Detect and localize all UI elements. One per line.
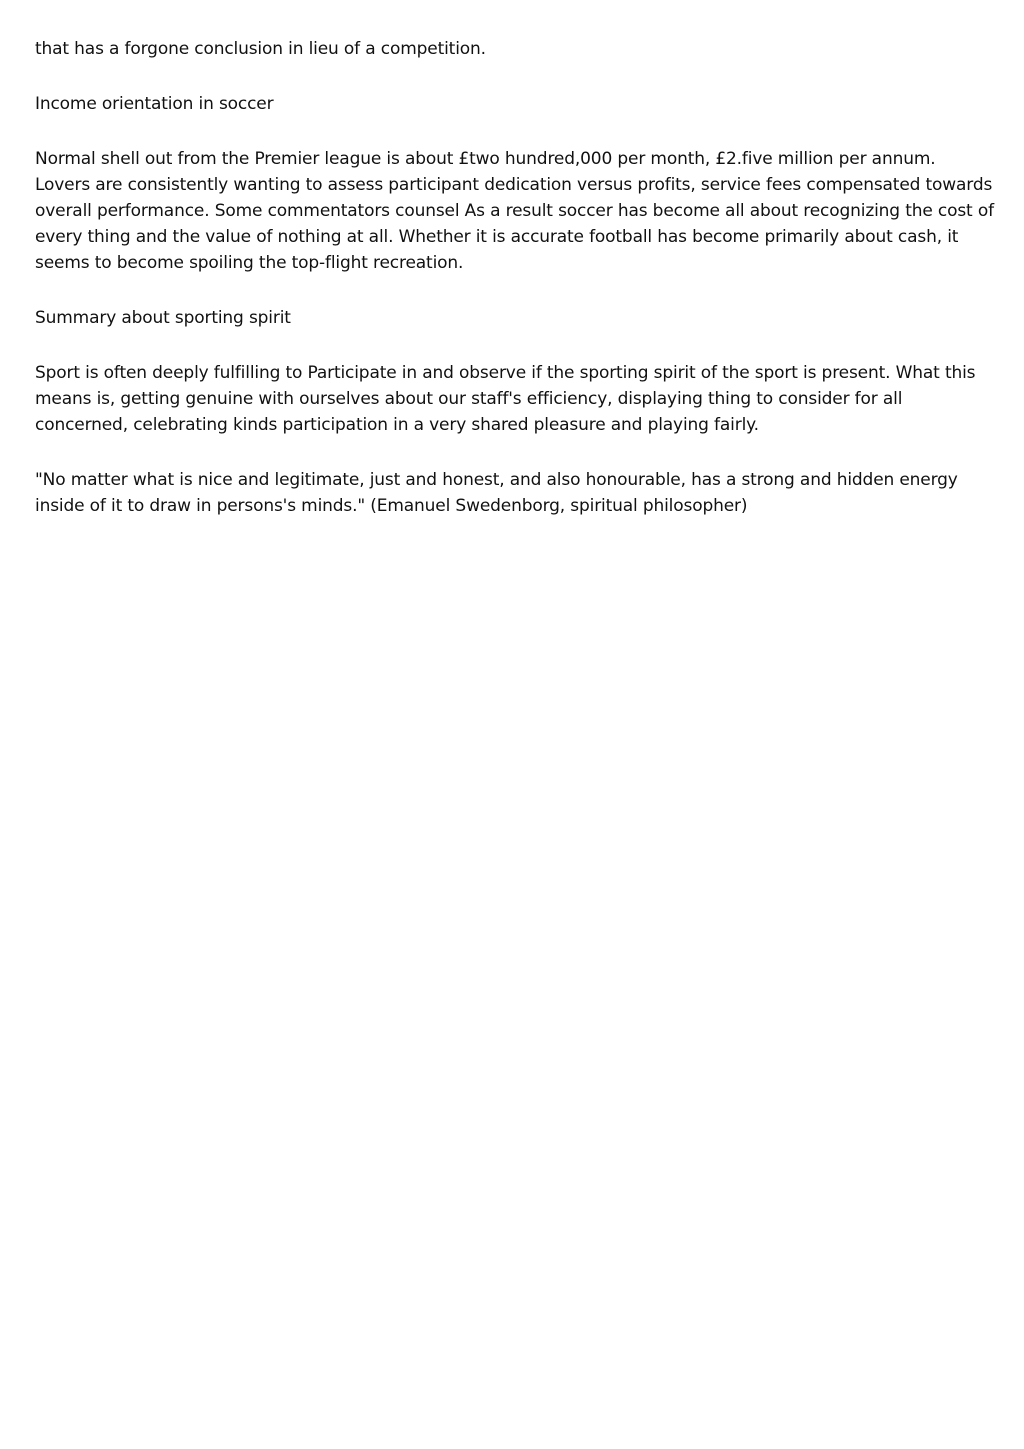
paragraph-continuation: that has a forgone conclusion in lieu of a competition. xyxy=(35,39,486,59)
quote-paragraph: "No matter what is nice and legitimate, just and honest, and also honourable, has a strong and hidden energy inside of it to draw in persons's minds." (Emanuel Swedenborg, spiritual philosopher) xyxy=(35,470,958,516)
document-page xyxy=(35,36,995,548)
paragraph-income: Normal shell out from the Premier league is about £two hundred,000 per month, £2.five million per annum. Lovers are consistently wanting to assess participant dedication versus profits, service fees compensated towards overall performance. Some commentators counsel As a result soccer has become all about recognizing the cost of every thing and the value of nothing at all. Whether it is accurate football has become primarily about cash, it seems to become spoiling the top-flight recreation. xyxy=(35,149,994,273)
paragraph-sporting-spirit: Sport is often deeply fulfilling to Participate in and observe if the sporting spirit of the sport is present. What this means is, getting genuine with ourselves about our staff's efficiency, displaying thing to consider for all concerned, celebrating kinds participation in a very shared pleasure and playing fairly. xyxy=(35,363,976,435)
section-heading-sporting-spirit: Summary about sporting spirit xyxy=(35,308,291,328)
section-heading-income-orientation: Income orientation in soccer xyxy=(35,94,274,114)
